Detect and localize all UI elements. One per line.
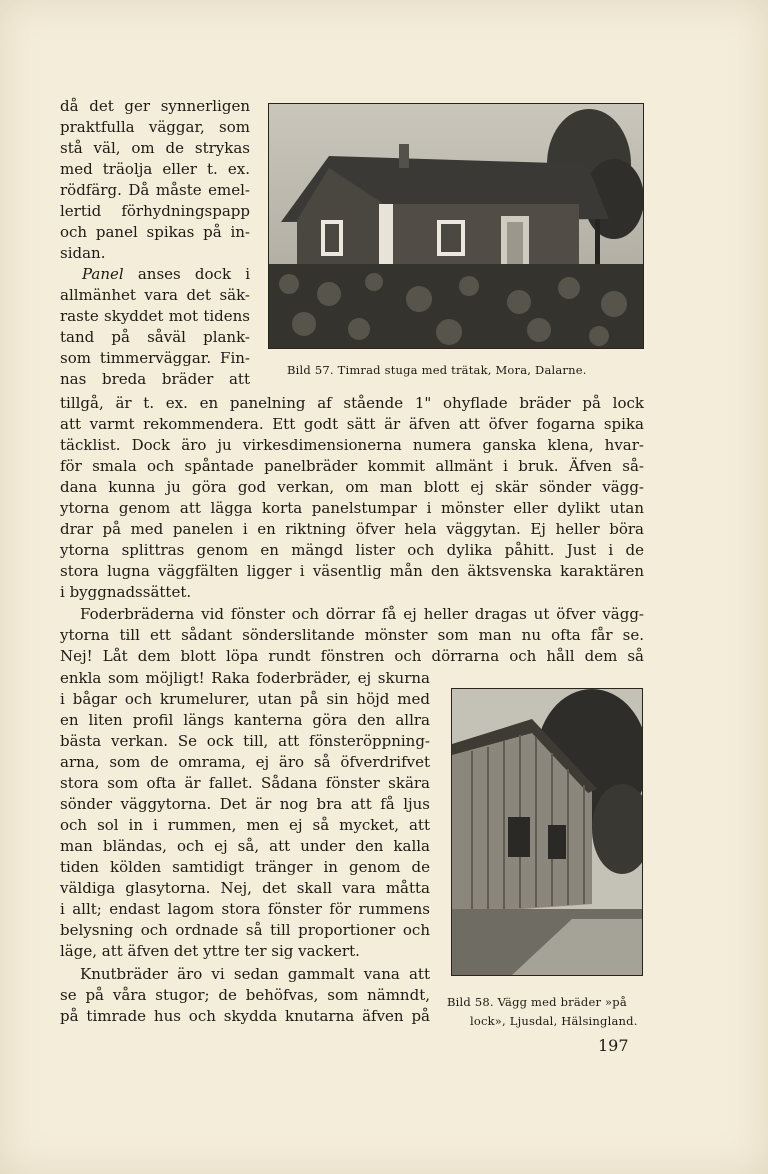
- text-line: raste skyddet mot tidens: [60, 307, 250, 325]
- text-line: för smala och spåntade panelbräder kommit allmänt i bruk. Äfven så-: [60, 457, 644, 475]
- text-line: en liten profil längs kanterna göra den allra: [60, 711, 430, 729]
- text-line: praktfulla väggar, som: [60, 118, 250, 136]
- text-line: tillgå, är t. ex. en panelning af stående 1" ohyflade bräder på lock: [60, 394, 644, 412]
- text-line: i allt; endast lagom stora fönster för rummens: [60, 900, 430, 918]
- italic-term: Panel: [82, 265, 124, 283]
- text-line: väldiga glasytorna. Nej, det skall vara måtta: [60, 879, 430, 897]
- figure-caption-58-line2: lock», Ljusdal, Hälsingland.: [470, 1014, 638, 1028]
- text-line: och panel spikas på in-: [60, 223, 250, 241]
- text-line: enkla som möjligt! Raka foderbräder, ej skurna: [60, 669, 430, 687]
- text-line: stora lugna väggfälten ligger i väsentlig mån den äktsvenska karaktären: [60, 562, 644, 580]
- text-line: Foderbräderna vid fönster och dörrar få ej heller dragas ut öfver vägg-: [80, 605, 644, 623]
- text-line: på timrade hus och skydda knutarna äfven på: [60, 1007, 430, 1025]
- text-line: som timmerväggar. Fin-: [60, 349, 250, 367]
- text-line: belysning och ordnade så till proportioner och: [60, 921, 430, 939]
- figure-caption-57: Bild 57. Timrad stuga med trätak, Mora, Dalarne.: [287, 363, 587, 377]
- text-line-rest: anses dock i: [123, 265, 250, 283]
- text-line: stora som ofta är fallet. Sådana fönster skära: [60, 774, 430, 792]
- text-line: stå väl, om de strykas: [60, 139, 250, 157]
- text-line: täcklist. Dock äro ju virkesdimensionerna numera ganska klena, hvar-: [60, 436, 644, 454]
- text-line: bästa verkan. Se ock till, att fönsteröppning-: [60, 732, 430, 750]
- text-line: sidan.: [60, 244, 106, 262]
- text-line: att varmt rekommendera. Ett godt sätt är äfven att öfver fogarna spika: [60, 415, 644, 433]
- text-line: Nej! Låt dem blott löpa rundt fönstren och dörrarna och håll dem så: [60, 647, 644, 665]
- text-line: tiden kölden samtidigt tränger in genom de: [60, 858, 430, 876]
- barn-illustration: [452, 689, 642, 975]
- cottage-illustration: [269, 104, 643, 348]
- text-line: allmänhet vara det säk-: [60, 286, 250, 304]
- text-line: dana kunna ju göra god verkan, om man blott ej skär sönder vägg-: [60, 478, 644, 496]
- text-line: läge, att äfven det yttre ter sig vackert.: [60, 942, 360, 960]
- text-line: sönder väggytorna. Det är nog bra att få ljus: [60, 795, 430, 813]
- text-line: ytorna splittras genom en mängd lister och dylika påhitt. Just i de: [60, 541, 644, 559]
- text-line: då det ger synnerligen: [60, 97, 250, 115]
- text-line: lertid förhydningspapp: [60, 202, 250, 220]
- text-line: arna, som de omrama, ej äro så öfverdrifvet: [60, 753, 430, 771]
- text-line: ytorna genom att lägga korta panelstumpar i mönster eller dylikt utan: [60, 499, 644, 517]
- photo-board-and-batten-wall: [451, 688, 643, 976]
- text-line: se på våra stugor; de behöfvas, som nämndt,: [60, 986, 430, 1004]
- page-number: 197: [598, 1036, 629, 1055]
- text-line-panel: [82, 264, 250, 285]
- text-line: i bågar och krumelurer, utan på sin höjd med: [60, 690, 430, 708]
- text-line: ytorna till ett sådant sönderslitande mönster som man nu ofta får se.: [60, 626, 644, 644]
- text-line: drar på med panelen i en riktning öfver hela väggytan. Ej heller böra: [60, 520, 644, 538]
- text-line: med träolja eller t. ex.: [60, 160, 250, 178]
- text-line: tand på såväl plank-: [60, 328, 250, 346]
- text-line: man bländas, och ej så, att under den kalla: [60, 837, 430, 855]
- photo-timbered-cottage: [268, 103, 644, 349]
- text-line: i byggnadssättet.: [60, 583, 192, 601]
- text-line: nas breda bräder att: [60, 370, 250, 388]
- text-line: Knutbräder äro vi sedan gammalt vana att: [80, 965, 430, 983]
- text-line: rödfärg. Då måste emel-: [60, 181, 250, 199]
- text-line: och sol in i rummen, men ej så mycket, att: [60, 816, 430, 834]
- figure-caption-58-line1: Bild 58. Vägg med bräder »på: [447, 995, 627, 1009]
